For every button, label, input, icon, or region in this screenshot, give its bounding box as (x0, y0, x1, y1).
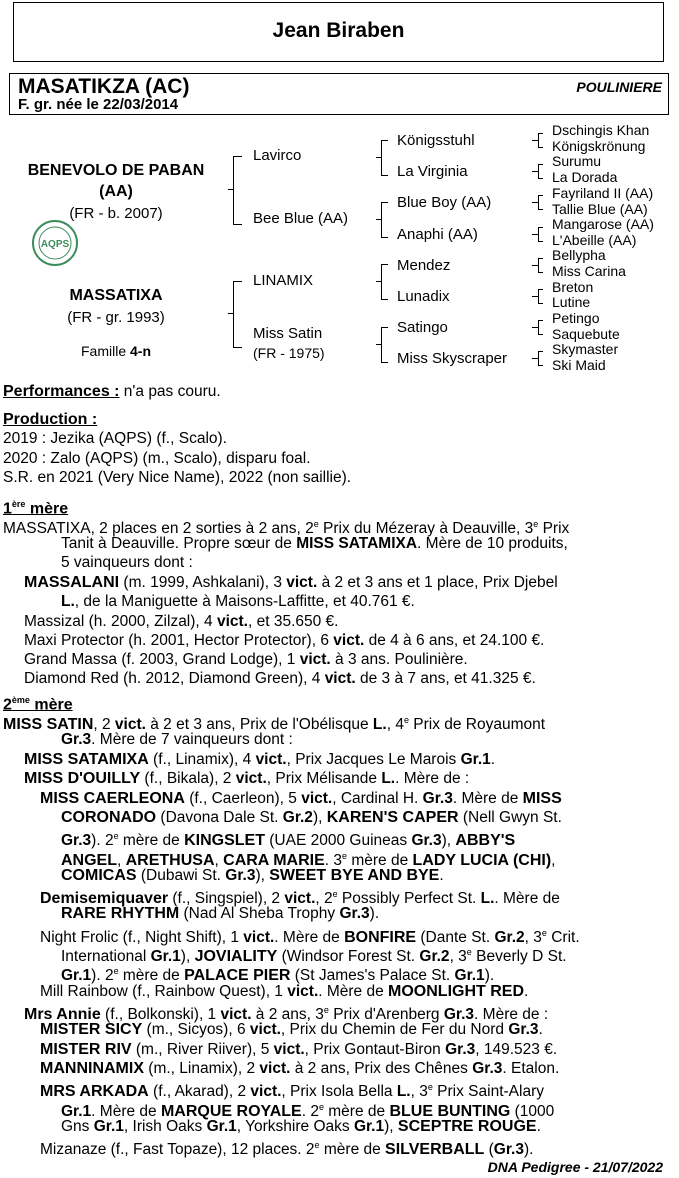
gen3-1: Königsstuhl (397, 132, 475, 149)
gen2-dam-sire: LINAMIX (253, 272, 314, 289)
production-line-3: S.R. en 2021 (Very Nice Name), 2022 (non saillie). (3, 469, 352, 486)
aqps-logo (30, 218, 80, 268)
horse-description: F. gr. née le 22/03/2014 (18, 96, 179, 113)
owner-box (13, 2, 664, 62)
gen2-dam-dam-origin: (FR - 1975) (253, 345, 325, 361)
logo-text: AQPS (40, 239, 70, 250)
horse-header-box (9, 73, 669, 115)
gen3-2: La Virginia (397, 163, 468, 180)
first-dam-label: 1ère mère (3, 499, 69, 518)
dam-name: MASSATIXA (69, 287, 163, 304)
gen4-8: L'Abeille (AA) (552, 232, 637, 248)
gen3-5: Mendez (397, 257, 451, 274)
gen4-4: La Dorada (552, 169, 618, 185)
sire-name: BENEVOLO DE PABAN (27, 162, 205, 179)
bracket-dam (233, 281, 242, 348)
gen3-8: Miss Skyscraper (397, 350, 508, 367)
gen4-2: Königskrönung (552, 138, 646, 154)
production-line-2: 2020 : Zalo (AQPS) (m., Scalo), disparu foal. (3, 450, 311, 467)
gen4-6: Tallie Blue (AA) (552, 201, 648, 217)
gen4-9: Bellypha (552, 247, 606, 263)
gen2-sire-dam: Bee Blue (AA) (253, 210, 349, 227)
gen4-14: Saquebute (552, 326, 620, 342)
owner-name: Jean Biraben (272, 19, 405, 42)
sire-breed: (AA) (99, 183, 133, 200)
production-label: Production : (3, 411, 98, 428)
gen4-13: Petingo (552, 310, 600, 326)
horse-name: MASATIKZA (AC) (18, 75, 190, 98)
gen3-6: Lunadix (397, 288, 450, 305)
bracket-sire (233, 156, 242, 225)
gen3-4: Anaphi (AA) (397, 226, 478, 243)
gen4-12: Lutine (552, 294, 591, 310)
dam-origin: (FR - gr. 1993) (67, 309, 165, 326)
gen4-1: Dschingis Khan (552, 122, 650, 138)
gen3-7: Satingo (397, 319, 448, 336)
gen4-10: Miss Carina (552, 263, 626, 279)
gen4-5: Fayriland II (AA) (552, 185, 654, 201)
gen4-15: Skymaster (552, 341, 619, 357)
sire-origin: (FR - b. 2007) (69, 205, 163, 222)
gen4-16: Ski Maid (552, 357, 606, 373)
gen3-3: Blue Boy (AA) (397, 194, 492, 211)
gen2-sire-sire: Lavirco (253, 147, 302, 164)
gen4-7: Mangarose (AA) (552, 216, 654, 232)
gen4-3: Surumu (552, 153, 602, 169)
gen2-dam-dam: Miss Satin (253, 325, 323, 342)
performances: Performances : n'a pas couru. (3, 383, 221, 400)
gen4-11: Breton (552, 279, 594, 295)
horse-status: POULINIERE (576, 79, 662, 95)
production-line-1: 2019 : Jezika (AQPS) (f., Scalo). (3, 430, 227, 447)
second-dam-label: 2ème mère (3, 695, 73, 714)
dam-family: Famille 4-n (80, 343, 151, 359)
footer: DNA Pedigree - 21/07/2022 (487, 1159, 663, 1175)
